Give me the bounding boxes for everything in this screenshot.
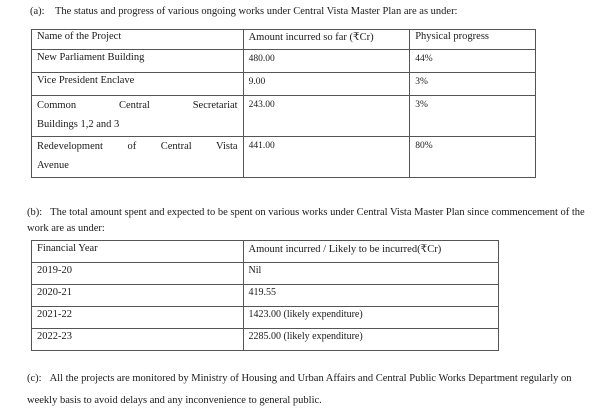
project-name: New Parliament Building [32, 50, 244, 73]
project-name-line1: Common Central Secretariat [37, 100, 238, 111]
project-name: Vice President Enclave [32, 73, 244, 96]
year-amount: 2285.00 (likely expenditure) [243, 329, 498, 351]
project-name-line2: Buildings 1,2 and 3 [37, 119, 120, 130]
table-row [32, 263, 499, 285]
project-amount: 243.00 [243, 96, 410, 137]
section-a-text: The status and progress of various ongoing works under Central Vista Master Plan are as under: [55, 6, 458, 17]
table-row [32, 50, 536, 73]
table-row [32, 329, 499, 351]
section-c-note [27, 368, 590, 412]
col-header-financial-year: Financial Year [32, 241, 244, 263]
col-header-amount: Amount incurred so far (₹Cr) [243, 30, 410, 50]
project-progress: 3% [410, 96, 536, 137]
project-progress: 3% [410, 73, 536, 96]
expenditure-table [31, 240, 499, 351]
section-b-intro [27, 205, 590, 237]
col-header-project-name: Name of the Project [32, 30, 244, 50]
project-amount: 480.00 [243, 50, 410, 73]
year-amount: Nil [243, 263, 498, 285]
section-c-label: (c): [27, 373, 42, 384]
section-b-text: The total amount spent and expected to be spent on various works under Central Vista Master Plan since commencement of the work are as under: [27, 207, 585, 234]
table-header-row [32, 241, 499, 263]
section-a-label: (a): [30, 6, 45, 17]
table-row [32, 73, 536, 96]
project-amount: 9.00 [243, 73, 410, 96]
table-row [32, 307, 499, 329]
financial-year: 2020-21 [32, 285, 244, 307]
project-amount: 441.00 [243, 137, 410, 178]
table-header-row [32, 30, 536, 50]
project-progress: 44% [410, 50, 536, 73]
section-c-text: All the projects are monitored by Ministry of Housing and Urban Affairs and Central Public Works Department regularly on weekly basis to avoid delays and any inconvenience to general public. [27, 373, 572, 406]
financial-year: 2022-23 [32, 329, 244, 351]
year-amount: 419.55 [243, 285, 498, 307]
project-name-line2: Avenue [37, 160, 69, 171]
table-row [32, 137, 536, 178]
financial-year: 2019-20 [32, 263, 244, 285]
table-row [32, 285, 499, 307]
col-header-progress: Physical progress [410, 30, 536, 50]
project-name-line1: Redevelopment of Central Vista [37, 141, 238, 152]
project-status-table [31, 29, 536, 178]
project-progress: 80% [410, 137, 536, 178]
project-name [32, 96, 244, 137]
table-row [32, 96, 536, 137]
project-name [32, 137, 244, 178]
year-amount: 1423.00 (likely expenditure) [243, 307, 498, 329]
section-b-label: (b): [27, 207, 43, 218]
col-header-amount: Amount incurred / Likely to be incurred(₹Cr) [243, 241, 498, 263]
section-a-intro [30, 3, 590, 20]
financial-year: 2021-22 [32, 307, 244, 329]
